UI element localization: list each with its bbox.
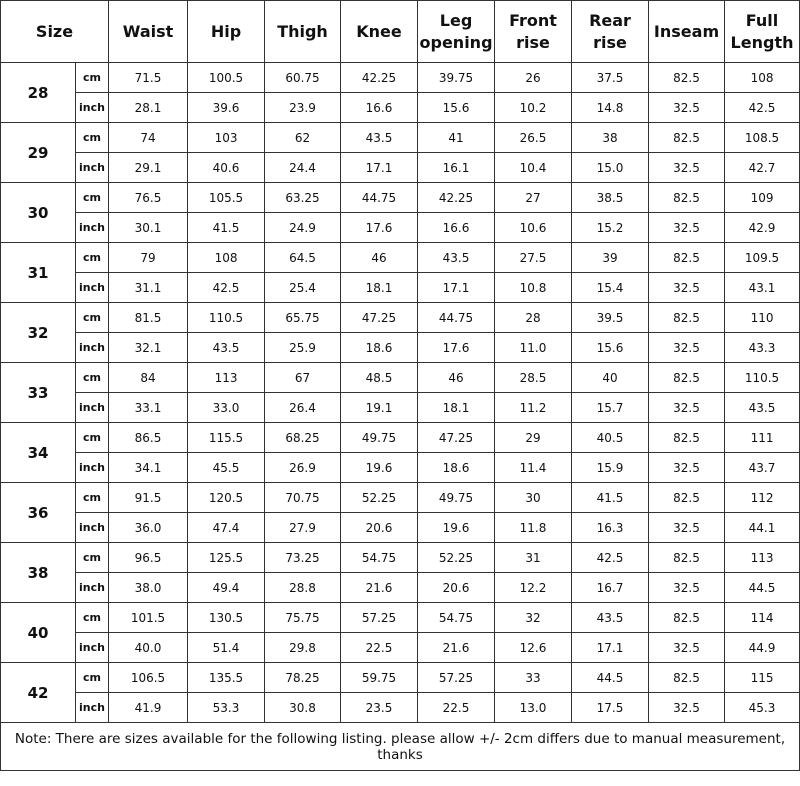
size-label: 33 <box>1 363 76 423</box>
thigh-value: 27.9 <box>265 513 341 543</box>
size-label: 34 <box>1 423 76 483</box>
inseam-value: 82.5 <box>649 243 725 273</box>
front-rise-value: 10.8 <box>495 273 572 303</box>
rear-rise-value: 17.5 <box>572 693 649 723</box>
size-label: 38 <box>1 543 76 603</box>
inseam-value: 82.5 <box>649 303 725 333</box>
front-rise-value: 27.5 <box>495 243 572 273</box>
knee-value: 43.5 <box>341 123 418 153</box>
header-knee: Knee <box>341 1 418 63</box>
inseam-value: 82.5 <box>649 603 725 633</box>
front-rise-value: 33 <box>495 663 572 693</box>
unit-label-cm: cm <box>76 63 109 93</box>
waist-value: 101.5 <box>109 603 188 633</box>
inseam-value: 32.5 <box>649 333 725 363</box>
thigh-value: 25.9 <box>265 333 341 363</box>
knee-value: 19.6 <box>341 453 418 483</box>
thigh-value: 63.25 <box>265 183 341 213</box>
hip-value: 110.5 <box>188 303 265 333</box>
rear-rise-value: 40.5 <box>572 423 649 453</box>
front-rise-value: 11.4 <box>495 453 572 483</box>
knee-value: 44.75 <box>341 183 418 213</box>
unit-label-inch: inch <box>76 453 109 483</box>
table-row-cm <box>1 303 800 333</box>
inseam-value: 32.5 <box>649 513 725 543</box>
leg-opening-value: 18.1 <box>418 393 495 423</box>
front-rise-value: 32 <box>495 603 572 633</box>
waist-value: 31.1 <box>109 273 188 303</box>
header-full-length-line1: Full <box>745 10 779 30</box>
front-rise-value: 29 <box>495 423 572 453</box>
leg-opening-value: 15.6 <box>418 93 495 123</box>
unit-label-inch: inch <box>76 633 109 663</box>
inseam-value: 82.5 <box>649 423 725 453</box>
table-row-inch <box>1 573 800 603</box>
knee-value: 17.1 <box>341 153 418 183</box>
table-row-cm <box>1 363 800 393</box>
thigh-value: 75.75 <box>265 603 341 633</box>
leg-opening-value: 20.6 <box>418 573 495 603</box>
header-leg-opening-line2: opening <box>419 32 493 52</box>
thigh-value: 24.9 <box>265 213 341 243</box>
thigh-value: 60.75 <box>265 63 341 93</box>
table-row-cm <box>1 663 800 693</box>
hip-value: 41.5 <box>188 213 265 243</box>
inseam-value: 82.5 <box>649 183 725 213</box>
thigh-value: 29.8 <box>265 633 341 663</box>
unit-label-inch: inch <box>76 513 109 543</box>
full-length-value: 109.5 <box>725 243 800 273</box>
waist-value: 30.1 <box>109 213 188 243</box>
leg-opening-value: 54.75 <box>418 603 495 633</box>
leg-opening-value: 19.6 <box>418 513 495 543</box>
waist-value: 28.1 <box>109 93 188 123</box>
header-row <box>1 1 800 63</box>
full-length-value: 44.5 <box>725 573 800 603</box>
inseam-value: 32.5 <box>649 393 725 423</box>
thigh-value: 30.8 <box>265 693 341 723</box>
rear-rise-value: 15.7 <box>572 393 649 423</box>
table-row-inch <box>1 693 800 723</box>
leg-opening-value: 16.1 <box>418 153 495 183</box>
table-row-inch <box>1 213 800 243</box>
front-rise-value: 10.6 <box>495 213 572 243</box>
rear-rise-value: 39 <box>572 243 649 273</box>
hip-value: 100.5 <box>188 63 265 93</box>
front-rise-value: 11.0 <box>495 333 572 363</box>
full-length-value: 42.9 <box>725 213 800 243</box>
header-front-rise-line2: rise <box>516 32 550 52</box>
hip-value: 39.6 <box>188 93 265 123</box>
front-rise-value: 31 <box>495 543 572 573</box>
unit-label-cm: cm <box>76 243 109 273</box>
unit-label-cm: cm <box>76 423 109 453</box>
hip-value: 113 <box>188 363 265 393</box>
hip-value: 53.3 <box>188 693 265 723</box>
header-full-length <box>725 1 800 63</box>
header-hip: Hip <box>188 1 265 63</box>
inseam-value: 82.5 <box>649 543 725 573</box>
waist-value: 106.5 <box>109 663 188 693</box>
leg-opening-value: 44.75 <box>418 303 495 333</box>
measurement-note: Note: There are sizes available for the following listing. please allow +/- 2cm differs due to manual measurement, thanks <box>1 723 800 771</box>
size-label: 32 <box>1 303 76 363</box>
size-table-body <box>1 63 800 723</box>
rear-rise-value: 16.7 <box>572 573 649 603</box>
knee-value: 46 <box>341 243 418 273</box>
table-row-cm <box>1 603 800 633</box>
table-row-cm <box>1 243 800 273</box>
full-length-value: 110.5 <box>725 363 800 393</box>
hip-value: 120.5 <box>188 483 265 513</box>
unit-label-inch: inch <box>76 393 109 423</box>
unit-label-inch: inch <box>76 93 109 123</box>
inseam-value: 82.5 <box>649 63 725 93</box>
front-rise-value: 28.5 <box>495 363 572 393</box>
waist-value: 34.1 <box>109 453 188 483</box>
leg-opening-value: 52.25 <box>418 543 495 573</box>
front-rise-value: 30 <box>495 483 572 513</box>
rear-rise-value: 38 <box>572 123 649 153</box>
full-length-value: 112 <box>725 483 800 513</box>
inseam-value: 32.5 <box>649 273 725 303</box>
knee-value: 16.6 <box>341 93 418 123</box>
rear-rise-value: 41.5 <box>572 483 649 513</box>
waist-value: 29.1 <box>109 153 188 183</box>
rear-rise-value: 42.5 <box>572 543 649 573</box>
front-rise-value: 13.0 <box>495 693 572 723</box>
hip-value: 125.5 <box>188 543 265 573</box>
size-label: 40 <box>1 603 76 663</box>
leg-opening-value: 22.5 <box>418 693 495 723</box>
inseam-value: 32.5 <box>649 633 725 663</box>
table-row-inch <box>1 333 800 363</box>
header-waist: Waist <box>109 1 188 63</box>
thigh-value: 28.8 <box>265 573 341 603</box>
header-front-rise <box>495 1 572 63</box>
full-length-value: 43.1 <box>725 273 800 303</box>
inseam-value: 32.5 <box>649 453 725 483</box>
size-label: 36 <box>1 483 76 543</box>
hip-value: 135.5 <box>188 663 265 693</box>
knee-value: 49.75 <box>341 423 418 453</box>
hip-value: 45.5 <box>188 453 265 483</box>
table-row-cm <box>1 63 800 93</box>
full-length-value: 114 <box>725 603 800 633</box>
note-row <box>1 723 800 771</box>
hip-value: 49.4 <box>188 573 265 603</box>
rear-rise-value: 15.9 <box>572 453 649 483</box>
unit-label-inch: inch <box>76 573 109 603</box>
leg-opening-value: 18.6 <box>418 453 495 483</box>
size-label: 31 <box>1 243 76 303</box>
unit-label-inch: inch <box>76 153 109 183</box>
full-length-value: 108 <box>725 63 800 93</box>
front-rise-value: 12.2 <box>495 573 572 603</box>
knee-value: 19.1 <box>341 393 418 423</box>
unit-label-inch: inch <box>76 213 109 243</box>
inseam-value: 32.5 <box>649 573 725 603</box>
knee-value: 18.1 <box>341 273 418 303</box>
rear-rise-value: 43.5 <box>572 603 649 633</box>
hip-value: 108 <box>188 243 265 273</box>
leg-opening-value: 39.75 <box>418 63 495 93</box>
table-row-inch <box>1 513 800 543</box>
inseam-value: 32.5 <box>649 93 725 123</box>
knee-value: 22.5 <box>341 633 418 663</box>
unit-label-inch: inch <box>76 693 109 723</box>
waist-value: 81.5 <box>109 303 188 333</box>
waist-value: 32.1 <box>109 333 188 363</box>
leg-opening-value: 42.25 <box>418 183 495 213</box>
header-front-rise-line1: Front <box>509 10 557 30</box>
rear-rise-value: 15.6 <box>572 333 649 363</box>
unit-label-cm: cm <box>76 123 109 153</box>
knee-value: 59.75 <box>341 663 418 693</box>
rear-rise-value: 44.5 <box>572 663 649 693</box>
thigh-value: 26.4 <box>265 393 341 423</box>
hip-value: 130.5 <box>188 603 265 633</box>
knee-value: 42.25 <box>341 63 418 93</box>
table-row-cm <box>1 123 800 153</box>
full-length-value: 111 <box>725 423 800 453</box>
hip-value: 43.5 <box>188 333 265 363</box>
knee-value: 21.6 <box>341 573 418 603</box>
rear-rise-value: 38.5 <box>572 183 649 213</box>
thigh-value: 24.4 <box>265 153 341 183</box>
leg-opening-value: 16.6 <box>418 213 495 243</box>
inseam-value: 32.5 <box>649 153 725 183</box>
waist-value: 76.5 <box>109 183 188 213</box>
table-row-cm <box>1 183 800 213</box>
header-leg-opening-line1: Leg <box>439 10 473 30</box>
knee-value: 54.75 <box>341 543 418 573</box>
thigh-value: 70.75 <box>265 483 341 513</box>
thigh-value: 25.4 <box>265 273 341 303</box>
leg-opening-value: 21.6 <box>418 633 495 663</box>
rear-rise-value: 40 <box>572 363 649 393</box>
rear-rise-value: 14.8 <box>572 93 649 123</box>
front-rise-value: 12.6 <box>495 633 572 663</box>
table-row-inch <box>1 153 800 183</box>
waist-value: 74 <box>109 123 188 153</box>
inseam-value: 82.5 <box>649 483 725 513</box>
full-length-value: 113 <box>725 543 800 573</box>
hip-value: 51.4 <box>188 633 265 663</box>
rear-rise-value: 17.1 <box>572 633 649 663</box>
inseam-value: 82.5 <box>649 663 725 693</box>
unit-label-cm: cm <box>76 603 109 633</box>
leg-opening-value: 47.25 <box>418 423 495 453</box>
waist-value: 91.5 <box>109 483 188 513</box>
thigh-value: 68.25 <box>265 423 341 453</box>
thigh-value: 26.9 <box>265 453 341 483</box>
table-row-inch <box>1 273 800 303</box>
knee-value: 20.6 <box>341 513 418 543</box>
thigh-value: 78.25 <box>265 663 341 693</box>
inseam-value: 82.5 <box>649 363 725 393</box>
full-length-value: 43.3 <box>725 333 800 363</box>
front-rise-value: 10.2 <box>495 93 572 123</box>
thigh-value: 65.75 <box>265 303 341 333</box>
front-rise-value: 26 <box>495 63 572 93</box>
rear-rise-value: 15.4 <box>572 273 649 303</box>
knee-value: 57.25 <box>341 603 418 633</box>
hip-value: 103 <box>188 123 265 153</box>
header-thigh: Thigh <box>265 1 341 63</box>
full-length-value: 42.7 <box>725 153 800 183</box>
waist-value: 36.0 <box>109 513 188 543</box>
header-rear-rise-line2: rise <box>593 32 627 52</box>
waist-value: 41.9 <box>109 693 188 723</box>
inseam-value: 32.5 <box>649 213 725 243</box>
header-leg-opening <box>418 1 495 63</box>
waist-value: 86.5 <box>109 423 188 453</box>
knee-value: 18.6 <box>341 333 418 363</box>
hip-value: 40.6 <box>188 153 265 183</box>
waist-value: 84 <box>109 363 188 393</box>
leg-opening-value: 17.1 <box>418 273 495 303</box>
leg-opening-value: 17.6 <box>418 333 495 363</box>
full-length-value: 115 <box>725 663 800 693</box>
size-label: 29 <box>1 123 76 183</box>
unit-label-inch: inch <box>76 333 109 363</box>
leg-opening-value: 43.5 <box>418 243 495 273</box>
waist-value: 79 <box>109 243 188 273</box>
leg-opening-value: 46 <box>418 363 495 393</box>
waist-value: 96.5 <box>109 543 188 573</box>
table-row-inch <box>1 633 800 663</box>
full-length-value: 109 <box>725 183 800 213</box>
full-length-value: 42.5 <box>725 93 800 123</box>
waist-value: 38.0 <box>109 573 188 603</box>
full-length-value: 43.7 <box>725 453 800 483</box>
hip-value: 47.4 <box>188 513 265 543</box>
leg-opening-value: 41 <box>418 123 495 153</box>
full-length-value: 45.3 <box>725 693 800 723</box>
unit-label-inch: inch <box>76 273 109 303</box>
front-rise-value: 26.5 <box>495 123 572 153</box>
table-row-inch <box>1 453 800 483</box>
full-length-value: 44.9 <box>725 633 800 663</box>
leg-opening-value: 49.75 <box>418 483 495 513</box>
inseam-value: 82.5 <box>649 123 725 153</box>
unit-label-cm: cm <box>76 303 109 333</box>
front-rise-value: 10.4 <box>495 153 572 183</box>
table-row-inch <box>1 93 800 123</box>
unit-label-cm: cm <box>76 663 109 693</box>
rear-rise-value: 16.3 <box>572 513 649 543</box>
thigh-value: 64.5 <box>265 243 341 273</box>
header-inseam: Inseam <box>649 1 725 63</box>
header-size: Size <box>1 1 109 63</box>
table-row-cm <box>1 483 800 513</box>
front-rise-value: 11.2 <box>495 393 572 423</box>
knee-value: 17.6 <box>341 213 418 243</box>
waist-value: 33.1 <box>109 393 188 423</box>
table-row-cm <box>1 423 800 453</box>
rear-rise-value: 15.0 <box>572 153 649 183</box>
full-length-value: 43.5 <box>725 393 800 423</box>
table-row-inch <box>1 393 800 423</box>
size-label: 28 <box>1 63 76 123</box>
knee-value: 23.5 <box>341 693 418 723</box>
table-row-cm <box>1 543 800 573</box>
front-rise-value: 27 <box>495 183 572 213</box>
rear-rise-value: 15.2 <box>572 213 649 243</box>
leg-opening-value: 57.25 <box>418 663 495 693</box>
thigh-value: 67 <box>265 363 341 393</box>
waist-value: 40.0 <box>109 633 188 663</box>
hip-value: 115.5 <box>188 423 265 453</box>
knee-value: 47.25 <box>341 303 418 333</box>
size-label: 42 <box>1 663 76 723</box>
hip-value: 42.5 <box>188 273 265 303</box>
header-rear-rise <box>572 1 649 63</box>
full-length-value: 108.5 <box>725 123 800 153</box>
unit-label-cm: cm <box>76 483 109 513</box>
hip-value: 105.5 <box>188 183 265 213</box>
unit-label-cm: cm <box>76 363 109 393</box>
waist-value: 71.5 <box>109 63 188 93</box>
full-length-value: 44.1 <box>725 513 800 543</box>
thigh-value: 73.25 <box>265 543 341 573</box>
knee-value: 52.25 <box>341 483 418 513</box>
unit-label-cm: cm <box>76 183 109 213</box>
thigh-value: 23.9 <box>265 93 341 123</box>
front-rise-value: 28 <box>495 303 572 333</box>
header-rear-rise-line1: Rear <box>589 10 631 30</box>
knee-value: 48.5 <box>341 363 418 393</box>
unit-label-cm: cm <box>76 543 109 573</box>
front-rise-value: 11.8 <box>495 513 572 543</box>
hip-value: 33.0 <box>188 393 265 423</box>
full-length-value: 110 <box>725 303 800 333</box>
header-full-length-line2: Length <box>730 32 794 52</box>
rear-rise-value: 37.5 <box>572 63 649 93</box>
size-label: 30 <box>1 183 76 243</box>
inseam-value: 32.5 <box>649 693 725 723</box>
thigh-value: 62 <box>265 123 341 153</box>
rear-rise-value: 39.5 <box>572 303 649 333</box>
